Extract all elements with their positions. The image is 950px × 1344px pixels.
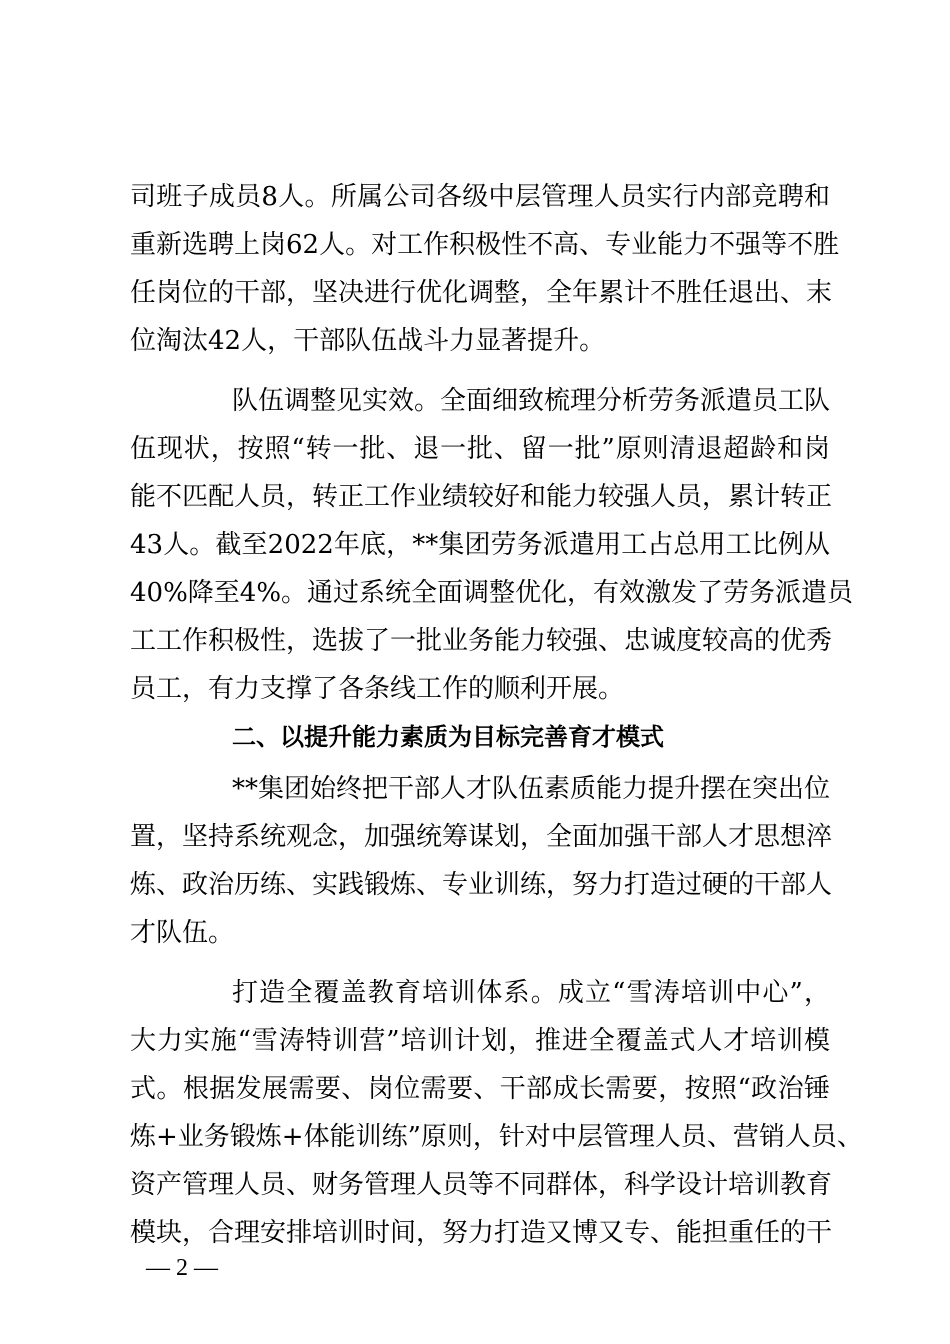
text-line: 任岗位的干部，坚决进行优化调整，全年累计不胜任退出、末: [130, 278, 833, 308]
text-line: 打造全覆盖教育培训体系。成立“雪涛培训中心”，: [232, 978, 830, 1008]
text-line: 资产管理人员、财务管理人员等不同群体，科学设计培训教育: [130, 1170, 833, 1200]
text-line: 能不匹配人员，转正工作业绩较好和能力较强人员，累计转正: [130, 482, 833, 512]
text-line: 式。根据发展需要、岗位需要、干部成长需要，按照“政治锤: [130, 1074, 830, 1104]
text-line: 司班子成员8人。所属公司各级中层管理人员实行内部竞聘和: [130, 182, 830, 212]
text-line: 大力实施“雪涛特训营”培训计划，推进全覆盖式人才培训模: [130, 1026, 830, 1056]
text-line: 模块，合理安排培训时间，努力打造又博又专、能担重任的干: [130, 1218, 833, 1248]
text-line: 才队伍。: [130, 918, 235, 948]
text-line: 员工，有力支撑了各条线工作的顺利开展。: [130, 674, 625, 704]
section-heading: 二、以提升能力素质为目标完善育才模式: [232, 723, 664, 751]
text-line: 重新选聘上岗62人。对工作积极性不高、专业能力不强等不胜: [130, 230, 840, 260]
page-number: — 2 —: [146, 1255, 218, 1281]
text-line: 炼+业务锻炼+体能训练”原则，针对中层管理人员、营销人员、: [130, 1122, 863, 1152]
text-line: 工工作积极性，选拔了一批业务能力较强、忠诚度较高的优秀: [130, 626, 833, 656]
text-line: 置，坚持系统观念，加强统筹谋划，全面加强干部人才思想淬: [130, 822, 833, 852]
text-line: 队伍调整见实效。全面细致梳理分析劳务派遣员工队: [232, 386, 831, 416]
text-line: 40%降至4%。通过系统全面调整优化，有效激发了劳务派遣员: [130, 578, 854, 608]
text-line: **集团始终把干部人才队伍素质能力提升摆在突出位: [232, 774, 831, 804]
text-line: 43人。截至2022年底，**集团劳务派遣用工占总用工比例从: [130, 530, 830, 560]
text-line: 炼、政治历练、实践锻炼、专业训练，努力打造过硬的干部人: [130, 870, 833, 900]
text-line: 位淘汰42人，干部队伍战斗力显著提升。: [130, 326, 606, 356]
text-line: 伍现状，按照“转一批、退一批、留一批”原则清退超龄和岗: [130, 434, 830, 464]
